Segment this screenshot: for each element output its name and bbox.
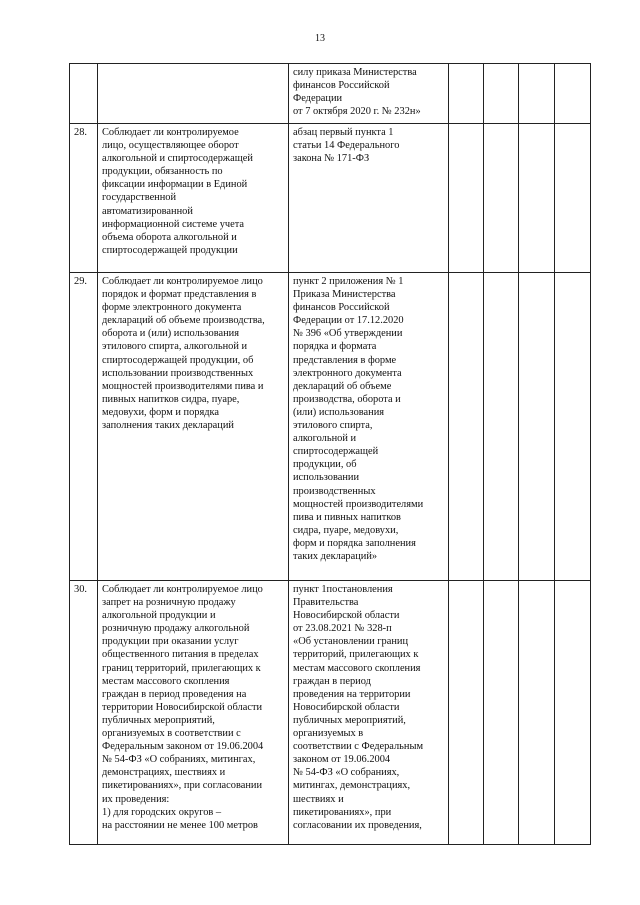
question-line: запрет на розничную продажу: [102, 597, 236, 609]
reference-line: сидра, пуаре, медовухи,: [293, 524, 399, 536]
answer-cell[interactable]: [484, 273, 519, 581]
question-line: граждан в период проведения на: [102, 688, 247, 700]
question-line: 1) для городских округов –: [102, 806, 222, 818]
reference-line: граждан в период: [293, 675, 371, 687]
reference-line: шествиях и: [293, 793, 344, 805]
question-line: алкогольной и спиртосодержащей: [102, 153, 253, 165]
row-number: 30.: [70, 581, 98, 845]
legal-reference-cell: [289, 273, 449, 581]
reference-line: «Об установлении границ: [293, 636, 409, 648]
reference-line: мощностей производителями: [293, 498, 424, 510]
answer-cell[interactable]: [555, 273, 591, 581]
answer-cell[interactable]: [484, 124, 519, 273]
reference-line: спиртосодержащей: [293, 446, 379, 458]
page-number: 13: [315, 33, 325, 44]
reference-line: публичных мероприятий,: [293, 714, 406, 726]
answer-cell[interactable]: [555, 581, 591, 845]
question-line: Соблюдает ли контролируемое: [102, 127, 239, 138]
question-line: автоматизированной: [102, 205, 193, 217]
reference-line: пикетированиях», при: [293, 806, 392, 818]
reference-line: Правительства: [293, 597, 359, 609]
reference-line: от 23.08.2021 № 328-п: [293, 623, 392, 635]
answer-cell[interactable]: [484, 64, 519, 124]
reference-line: Федерации от 17.12.2020: [293, 315, 404, 327]
answer-cell[interactable]: [449, 124, 484, 273]
reference-line: № 396 «Об утверждении: [293, 328, 403, 340]
question-line: оборота и (или) использования: [102, 328, 240, 340]
reference-line: Приказа Министерства: [293, 289, 396, 301]
reference-line: соответствии с Федеральным: [293, 741, 424, 753]
reference-line: местам массового скопления: [293, 662, 421, 674]
question-line: этилового спирта, алкогольной и: [102, 341, 248, 353]
answer-cell[interactable]: [519, 64, 555, 124]
question-line: местам массового скопления: [102, 675, 230, 687]
reference-line: производственных: [293, 485, 376, 497]
question-line: демонстрациях, шествиях и: [102, 767, 226, 779]
question-line: территории Новосибирской области: [102, 701, 263, 713]
reference-line: форм и порядка заполнения: [293, 537, 416, 549]
table-row: [70, 64, 591, 124]
answer-cell[interactable]: [555, 124, 591, 273]
row-number: 29.: [70, 273, 98, 581]
reference-line: электронного документа: [293, 367, 402, 379]
reference-line: (или) использования: [293, 406, 385, 418]
row-number: 28.: [70, 124, 98, 273]
question-line: использовании производственных: [102, 367, 254, 379]
question-line: № 54-ФЗ «О собраниях, митингах,: [102, 754, 256, 766]
checklist-table: [69, 63, 591, 845]
reference-line: алкогольной и: [293, 433, 357, 445]
question-line: алкогольной продукции и: [102, 610, 216, 622]
question-line: Соблюдает ли контролируемое лицо: [102, 584, 263, 595]
question-line: спиртосодержащей продукции, об: [102, 354, 254, 366]
question-line: фиксации информации в Единой: [102, 179, 248, 191]
reference-line: Федерации: [293, 93, 343, 105]
reference-line: организуемых в: [293, 728, 364, 740]
question-line: спиртосодержащей продукции: [102, 244, 238, 256]
reference-line: абзац первый пункта 1: [293, 127, 394, 138]
question-line: государственной: [102, 192, 177, 204]
question-line: информационной системе учета: [102, 218, 245, 230]
question-line: пикетированиях», при согласовании: [102, 780, 263, 792]
reference-line: финансов Российской: [293, 80, 390, 92]
reference-line: пива и пивных напитков: [293, 511, 401, 523]
question-line: границ территорий, прилегающих к: [102, 662, 261, 674]
question-line: Федеральным законом от 19.06.2004: [102, 741, 264, 753]
question-line: организуемых в соответствии с: [102, 728, 241, 740]
reference-line: этилового спирта,: [293, 420, 373, 432]
legal-reference-cell: [289, 124, 449, 273]
legal-reference-cell: [289, 581, 449, 845]
answer-cell[interactable]: [519, 581, 555, 845]
reference-line: Новосибирской области: [293, 701, 400, 713]
reference-line: финансов Российской: [293, 302, 390, 314]
question-line: форме электронного документа: [102, 302, 242, 314]
reference-line: производства, оборота и: [293, 393, 401, 405]
answer-cell[interactable]: [519, 124, 555, 273]
question-line: продукции при оказании услуг: [102, 636, 239, 648]
reference-line: таких деклараций»: [293, 550, 378, 562]
answer-cell[interactable]: [449, 64, 484, 124]
reference-line: силу приказа Министерства: [293, 67, 417, 78]
row-number: [70, 64, 98, 124]
question-line: деклараций об объеме производства,: [102, 315, 265, 327]
table-row: [70, 124, 591, 273]
question-line: Соблюдает ли контролируемое лицо: [102, 276, 263, 287]
reference-line: представления в форме: [293, 354, 397, 366]
answer-cell[interactable]: [449, 581, 484, 845]
question-line: пивных напитков сидра, пуаре,: [102, 393, 240, 405]
reference-line: проведения на территории: [293, 688, 411, 700]
table-row: [70, 581, 591, 845]
reference-line: продукции, об: [293, 459, 357, 471]
reference-line: законом от 19.06.2004: [293, 754, 391, 766]
reference-line: пункт 1постановления: [293, 584, 393, 595]
reference-line: территорий, прилегающих к: [293, 649, 419, 661]
reference-line: использовании: [293, 472, 360, 484]
question-line: публичных мероприятий,: [102, 714, 215, 726]
reference-line: порядка и формата: [293, 341, 377, 353]
reference-line: деклараций об объеме: [293, 380, 392, 392]
reference-line: закона № 171-ФЗ: [293, 153, 370, 165]
reference-line: статьи 14 Федерального: [293, 140, 400, 152]
answer-cell[interactable]: [555, 64, 591, 124]
question-cell: [98, 273, 289, 581]
answer-cell[interactable]: [519, 273, 555, 581]
question-line: общественного питания в пределах: [102, 649, 259, 661]
question-line: продукции, обязанность по: [102, 166, 223, 178]
question-line: их проведения:: [102, 793, 170, 805]
legal-reference-cell: [289, 64, 449, 124]
question-line: объема оборота алкогольной и: [102, 231, 237, 243]
answer-cell[interactable]: [484, 581, 519, 845]
question-line: медовухи, форм и порядка: [102, 406, 220, 418]
table-row: [70, 273, 591, 581]
question-line: заполнения таких деклараций: [102, 420, 234, 432]
question-cell: [98, 124, 289, 273]
reference-line: согласовании их проведения,: [293, 819, 422, 831]
question-line: розничную продажу алкогольной: [102, 623, 250, 635]
reference-line: от 7 октября 2020 г. № 232н»: [293, 106, 421, 118]
question-cell: [98, 581, 289, 845]
question-line: лицо, осуществляющее оборот: [102, 140, 239, 152]
reference-line: № 54-ФЗ «О собраниях,: [293, 767, 400, 779]
reference-line: пункт 2 приложения № 1: [293, 276, 404, 287]
question-line: мощностей производителями пива и: [102, 380, 264, 392]
question-line: порядок и формат представления в: [102, 289, 257, 301]
reference-line: Новосибирской области: [293, 610, 400, 622]
reference-line: митингах, демонстрациях,: [293, 780, 411, 792]
question-line: на расстоянии не менее 100 метров: [102, 819, 258, 831]
question-cell: [98, 64, 289, 124]
answer-cell[interactable]: [449, 273, 484, 581]
